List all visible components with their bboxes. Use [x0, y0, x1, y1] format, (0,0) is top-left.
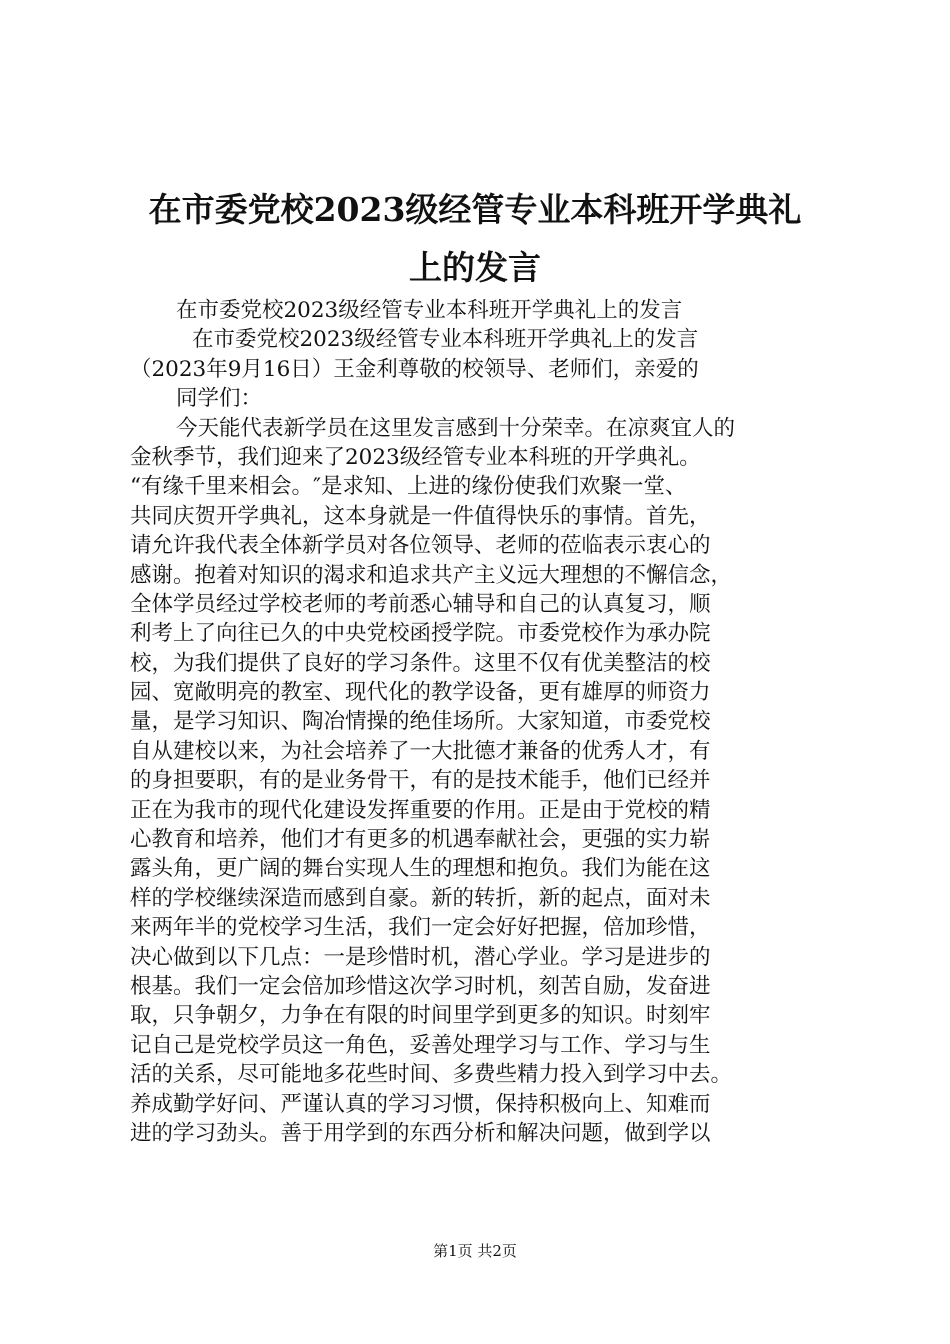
body-line: “有缘千里来相会。″是求知、上进的缘份使我们欢聚一堂、 — [130, 474, 687, 500]
body-line: 活的关系，尽可能地多花些时间、多费些精力投入到学习中去。 — [130, 1062, 733, 1088]
body-line: 养成勤学好问、严谨认真的学习习惯，保持积极向上、知难而 — [130, 1091, 711, 1117]
body-line: 决心做到以下几点：一是珍惜时机，潜心学业。学习是进步的 — [130, 944, 711, 970]
page-footer — [0, 1241, 950, 1261]
body-line: 共同庆贺开学典礼，这本身就是一件值得快乐的事情。首先， — [130, 503, 711, 529]
body-line: 根基。我们一定会倍加珍惜这次学习时机，刻苦自励，发奋进 — [130, 973, 711, 999]
body-line: 取，只争朝夕，力争在有限的时间里学到更多的知识。时刻牢 — [130, 1003, 711, 1029]
body-line: 校，为我们提供了良好的学习条件。这里不仅有优美整洁的校 — [130, 650, 711, 676]
body-line: 来两年半的党校学习生活，我们一定会好好把握，倍加珍惜， — [130, 915, 711, 941]
body-line: 记自己是党校学员这一角色，妥善处理学习与工作、学习与生 — [130, 1032, 711, 1058]
body-line: 样的学校继续深造而感到自豪。新的转折，新的起点，面对未 — [130, 885, 711, 911]
page-indicator: 第1页 共2页 — [433, 1242, 517, 1260]
body-line: 请允许我代表全体新学员对各位领导、老师的莅临表示衷心的 — [130, 533, 711, 559]
body-line: 金秋季节，我们迎来了2023级经管专业本科班的开学典礼。 — [130, 444, 701, 470]
document-body — [130, 296, 840, 1148]
body-line: 利考上了向往已久的中央党校函授学院。市委党校作为承办院 — [130, 621, 711, 647]
body-line: 全体学员经过学校老师的考前悉心辅导和自己的认真复习，顺 — [130, 591, 711, 617]
body-line: 今天能代表新学员在这里发言感到十分荣幸。在凉爽宜人的 — [176, 415, 736, 441]
body-line: 在市委党校2023级经管专业本科班开学典礼上的发言 — [176, 298, 683, 323]
body-line: 量，是学习知识、陶冶情操的绝佳场所。大家知道，市委党校 — [130, 709, 711, 735]
body-line: 同学们： — [176, 386, 263, 412]
body-line: 在市委党校2023级经管专业本科班开学典礼上的发言 — [192, 327, 699, 353]
document-title-line-1: 在市委党校2023级经管专业本科班开学典礼 — [148, 190, 802, 229]
body-line: 感谢。抱着对知识的渴求和追求共产主义远大理想的不懈信念， — [130, 562, 733, 588]
body-line: （2023年9月16日）王金利尊敬的校领导、老师们，亲爱的 — [130, 356, 699, 382]
body-line: 园、宽敞明亮的教室、现代化的教学设备，更有雄厚的师资力 — [130, 680, 711, 706]
body-line: 的身担要职，有的是业务骨干，有的是技术能手，他们已经并 — [130, 768, 711, 794]
body-line: 心教育和培养，他们才有更多的机遇奉献社会，更强的实力崭 — [130, 827, 711, 853]
body-line: 进的学习劲头。善于用学到的东西分析和解决问题，做到学以 — [130, 1120, 711, 1146]
document-title-line-2: 上的发言 — [409, 248, 541, 287]
body-line: 正在为我市的现代化建设发挥重要的作用。正是由于党校的精 — [130, 797, 711, 823]
body-line: 露头角，更广阔的舞台实现人生的理想和抱负。我们为能在这 — [130, 856, 711, 882]
body-line: 自从建校以来，为社会培养了一大批德才兼备的优秀人才，有 — [130, 738, 711, 764]
